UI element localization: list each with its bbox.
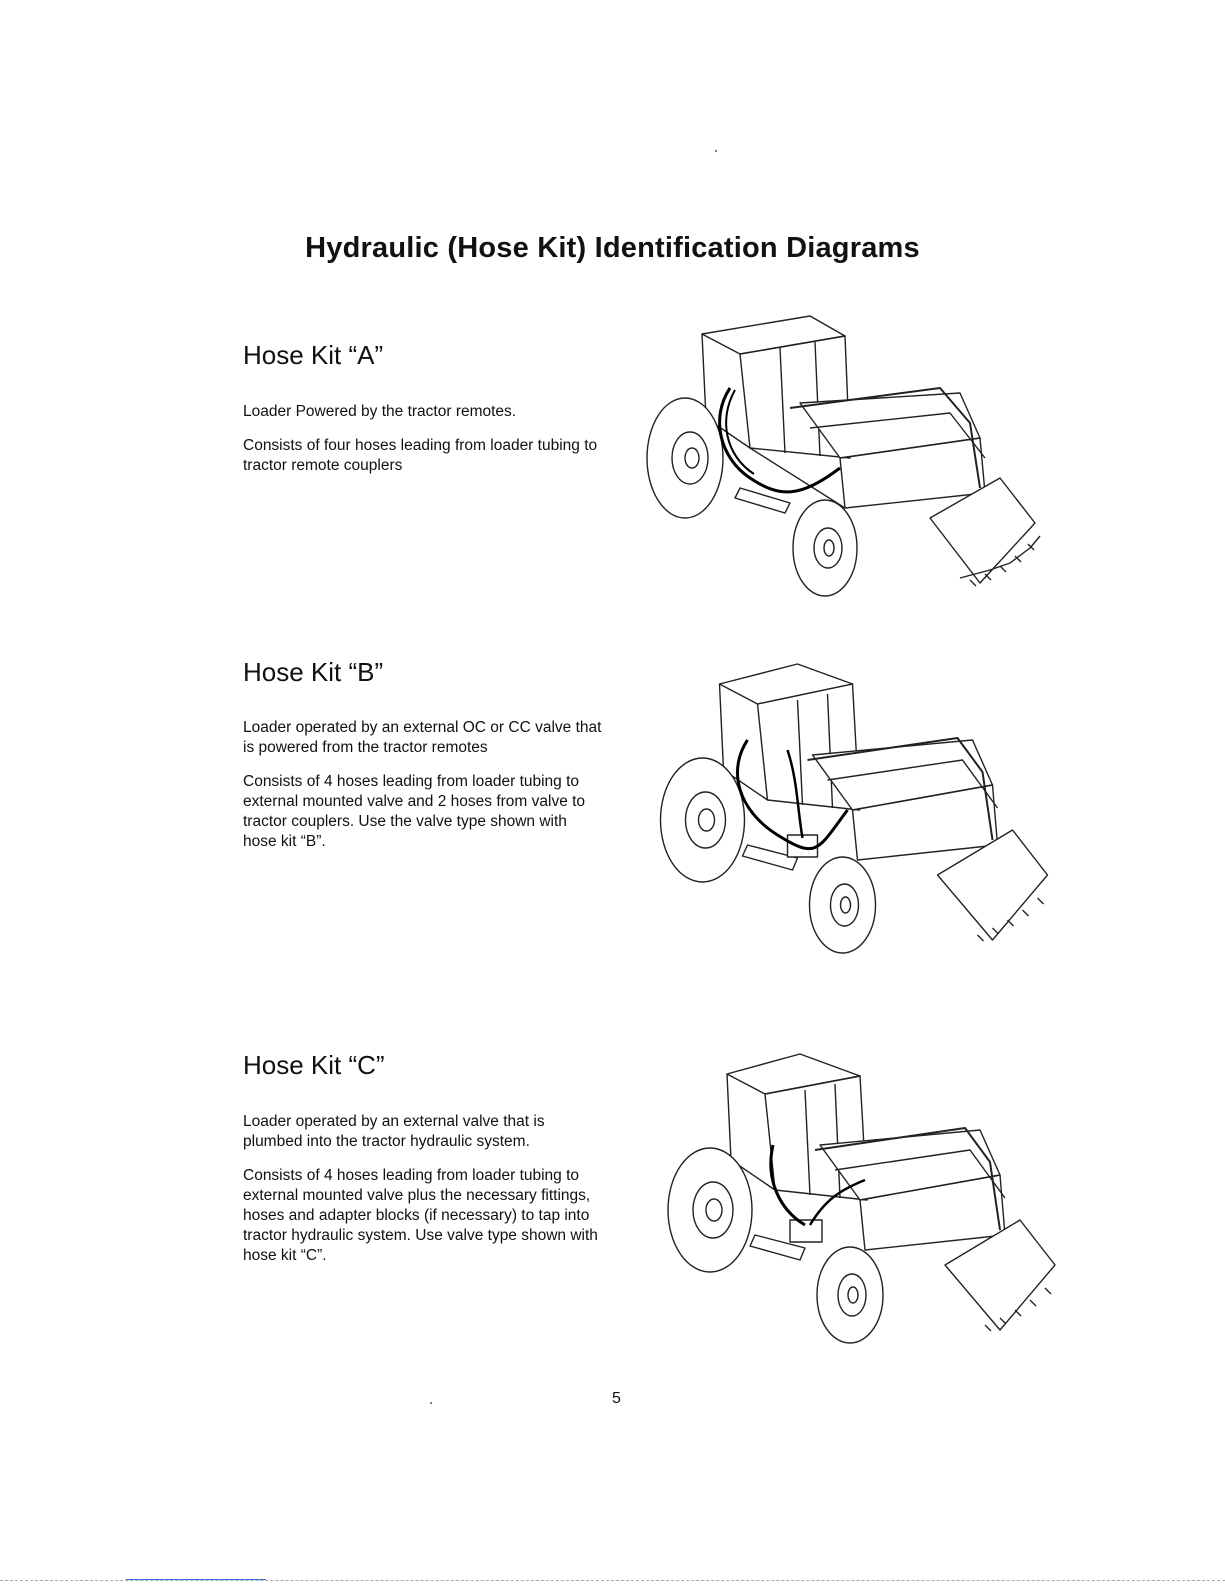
kit-c-description [243,1112,603,1280]
kit-c-heading: Hose Kit “C” [243,1050,385,1080]
kit-b-description [243,718,603,866]
kit-b-paragraph-1: Loader operated by an external OC or CC valve that is powered from the tractor remotes [243,719,602,756]
kit-a-paragraph-2: Consists of four hoses leading from loader tubing to tractor remote couplers [243,437,598,474]
scan-speck [715,150,717,152]
kit-a-description [243,402,603,490]
tractor-loader-kit-c-icon [655,1050,1065,1350]
footer-link-underline[interactable] [126,1579,266,1580]
kit-c-paragraph-2: Consists of 4 hoses leading from loader tubing to external mounted valve plus the necessary fittings, hoses and adapter blocks (if necessary) to tap into tractor hydraulic system. Use valve type shown with hose kit “C”. [243,1167,598,1264]
page-number: 5 [612,1390,621,1407]
kit-a-heading: Hose Kit “A” [243,340,384,370]
scan-speck [430,1402,432,1404]
kit-b-paragraph-2: Consists of 4 hoses leading from loader tubing to external mounted valve and 2 hoses from valve to tractor couplers. Use the valve type shown with hose kit “B”. [243,773,586,850]
kit-a-paragraph-1: Loader Powered by the tractor remotes. [243,403,517,420]
kit-c-paragraph-1: Loader operated by an external valve that is plumbed into the tractor hydraulic system. [243,1113,545,1150]
kit-b-heading: Hose Kit “B” [243,657,384,687]
page-title: Hydraulic (Hose Kit) Identification Diagrams [305,232,920,264]
footer-divider [0,1580,1225,1581]
tractor-loader-kit-a-icon [640,308,1050,608]
tractor-loader-kit-b-icon [645,660,1060,960]
